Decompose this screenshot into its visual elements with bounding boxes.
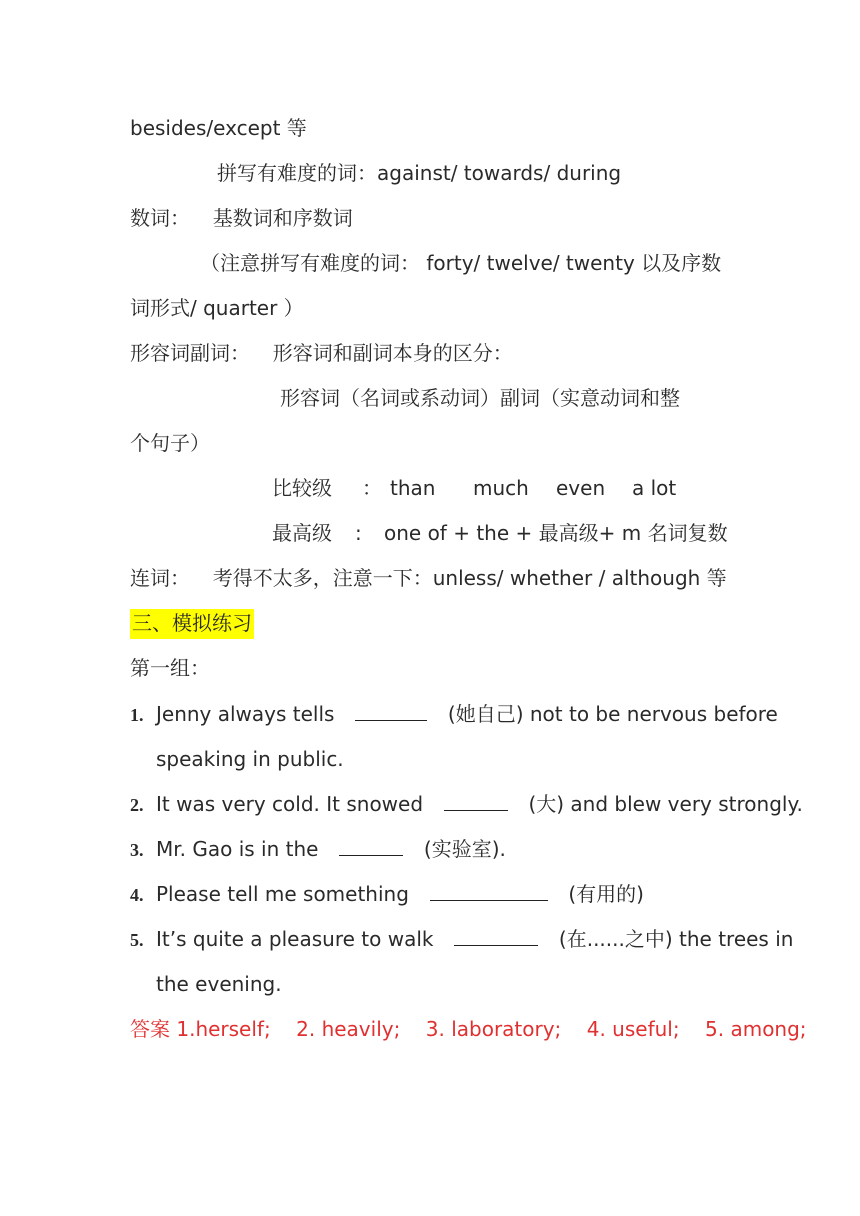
comparative-item: much bbox=[473, 476, 529, 500]
question-1 bbox=[156, 700, 778, 728]
group-label: 第一组： bbox=[130, 656, 210, 680]
question-continuation: the evening. bbox=[156, 972, 282, 996]
question-continuation: speaking in public. bbox=[156, 747, 344, 771]
answer-key: 答案 1.herself; 2. heavily; 3. laboratory; 4. useful; 5. among; bbox=[130, 1017, 807, 1041]
answer-blank[interactable] bbox=[339, 835, 403, 856]
numerals-note-line1: （注意拼写有难度的词： forty/ twelve/ twenty 以及序数 bbox=[200, 251, 722, 275]
superlative-label: 最高级 bbox=[272, 521, 332, 545]
question-number: 4. bbox=[130, 885, 144, 905]
question-text: (在......之中) the trees in bbox=[558, 927, 794, 951]
question-text: (大) and blew very strongly. bbox=[528, 792, 803, 816]
question-text: Jenny always tells bbox=[156, 702, 335, 726]
comparative-item: even bbox=[556, 476, 606, 500]
question-number: 5. bbox=[130, 930, 144, 950]
adjectives-note-line1: 形容词（名词或系动词）副词（实意动词和整 bbox=[280, 386, 680, 410]
answer-blank[interactable] bbox=[454, 925, 538, 946]
comparative-item: than bbox=[390, 476, 436, 500]
adjectives-label: 形容词副词： bbox=[130, 341, 250, 365]
numerals-line bbox=[130, 204, 353, 232]
question-text: Please tell me something bbox=[156, 882, 409, 906]
adjectives-desc: 形容词和副词本身的区分： bbox=[272, 341, 513, 365]
numerals-desc: 基数词和序数词 bbox=[212, 206, 353, 230]
numerals-label: 数词： bbox=[130, 206, 190, 230]
superlative-colon: : bbox=[355, 521, 362, 545]
question-text: (她自己) not to be nervous before bbox=[447, 702, 778, 726]
answer-blank[interactable] bbox=[444, 790, 508, 811]
adjectives-note-line2: 个句子） bbox=[130, 431, 210, 455]
question-3 bbox=[156, 835, 506, 863]
conjunctions-line bbox=[130, 564, 727, 592]
question-text: Mr. Gao is in the bbox=[156, 837, 319, 861]
question-text: It’s quite a pleasure to walk bbox=[156, 927, 434, 951]
question-number: 3. bbox=[130, 840, 144, 860]
question-2 bbox=[156, 790, 803, 818]
question-4 bbox=[156, 880, 644, 908]
conjunctions-label: 连词： bbox=[130, 566, 190, 590]
superlative-rule: one of + the + 最高级+ m 名词复数 bbox=[384, 521, 728, 545]
comparative-label: 比较级 bbox=[272, 476, 332, 500]
question-text: (实验室). bbox=[423, 837, 506, 861]
answer-blank[interactable] bbox=[430, 880, 548, 901]
answer-blank[interactable] bbox=[355, 700, 427, 721]
section-title-highlight: 三、模拟练习 bbox=[130, 609, 254, 639]
section-title bbox=[130, 609, 254, 637]
numerals-note-line2: 词形式/ quarter ） bbox=[130, 296, 304, 320]
question-text: (有用的) bbox=[568, 882, 644, 906]
question-number: 2. bbox=[130, 795, 144, 815]
comparative-item: a lot bbox=[632, 476, 677, 500]
conjunctions-desc: 考得不太多，注意一下：unless/ whether / although 等 bbox=[212, 566, 727, 590]
question-text: It was very cold. It snowed bbox=[156, 792, 424, 816]
comparative-colon: ： bbox=[362, 476, 382, 500]
prepositions-spelling-line: 拼写有难度的词：against/ towards/ during bbox=[217, 161, 622, 185]
adjectives-line bbox=[130, 339, 513, 367]
prepositions-line: besides/except 等 bbox=[130, 116, 307, 140]
question-number: 1. bbox=[130, 705, 144, 725]
question-5 bbox=[156, 925, 793, 953]
